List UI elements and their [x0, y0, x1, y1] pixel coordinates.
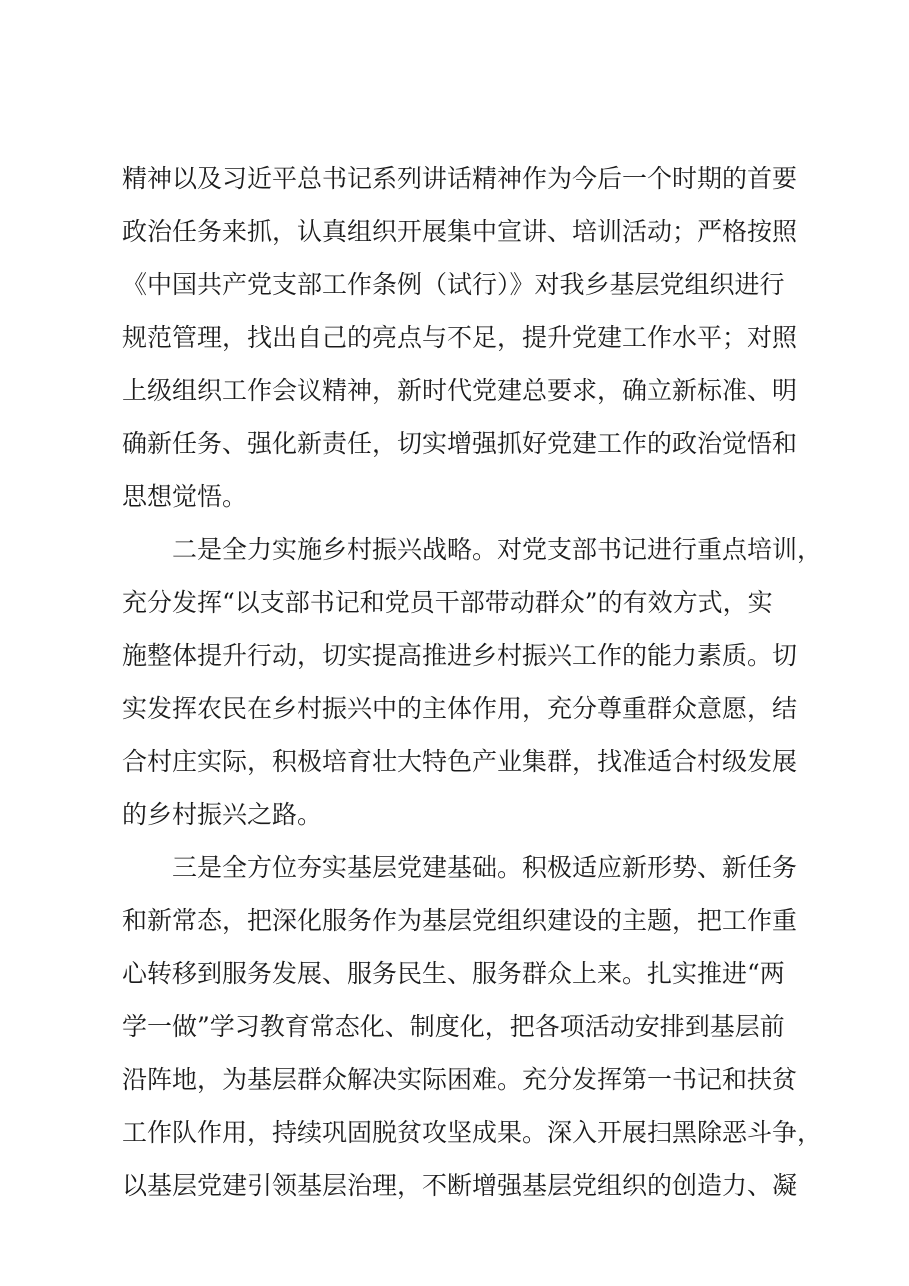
text-line: 精神以及习近平总书记系列讲话精神作为今后一个时期的首要 — [122, 164, 798, 193]
text-line: 实发挥农民在乡村振兴中的主体作用，充分尊重群众意愿，结 — [122, 694, 798, 723]
text-line: 政治任务来抓，认真组织开展集中宣讲、培训活动；严格按照 — [122, 217, 798, 246]
paragraph-start-line: 二是全力实施乡村振兴战略。对党支部书记进行重点培训， — [172, 535, 823, 564]
text-line: 规范管理，找出自己的亮点与不足，提升党建工作水平；对照 — [122, 323, 798, 352]
text-line: 充分发挥“以支部书记和党员干部带动群众”的有效方式，实 — [122, 588, 773, 617]
paragraph-start-line: 三是全方位夯实基层党建基础。积极适应新形势、新任务 — [172, 853, 798, 882]
text-line: 的乡村振兴之路。 — [122, 800, 323, 829]
text-line: 和新常态，把深化服务作为基层党组织建设的主题，把工作重 — [122, 906, 798, 935]
text-line: 思想觉悟。 — [122, 482, 248, 511]
text-line: 工作队作用，持续巩固脱贫攻坚成果。深入开展扫黑除恶斗争， — [122, 1118, 823, 1147]
text-line: 《中国共产党支部工作条例（试行）》对我乡基层党组织进行 — [122, 270, 785, 299]
text-line: 以基层党建引领基层治理，不断增强基层党组织的创造力、凝 — [122, 1171, 798, 1200]
text-line: 确新任务、强化新责任，切实增强抓好党建工作的政治觉悟和 — [122, 429, 798, 458]
text-line: 上级组织工作会议精神，新时代党建总要求，确立新标准、明 — [122, 376, 798, 405]
text-line: 施整体提升行动，切实提高推进乡村振兴工作的能力素质。切 — [122, 641, 798, 670]
text-line: 沿阵地，为基层群众解决实际困难。充分发挥第一书记和扶贫 — [122, 1065, 798, 1094]
text-line: 学一做”学习教育常态化、制度化，把各项活动安排到基层前 — [122, 1012, 785, 1041]
text-line: 心转移到服务发展、服务民生、服务群众上来。扎实推进“两 — [122, 959, 785, 988]
text-line: 合村庄实际，积极培育壮大特色产业集群，找准适合村级发展 — [122, 747, 798, 776]
